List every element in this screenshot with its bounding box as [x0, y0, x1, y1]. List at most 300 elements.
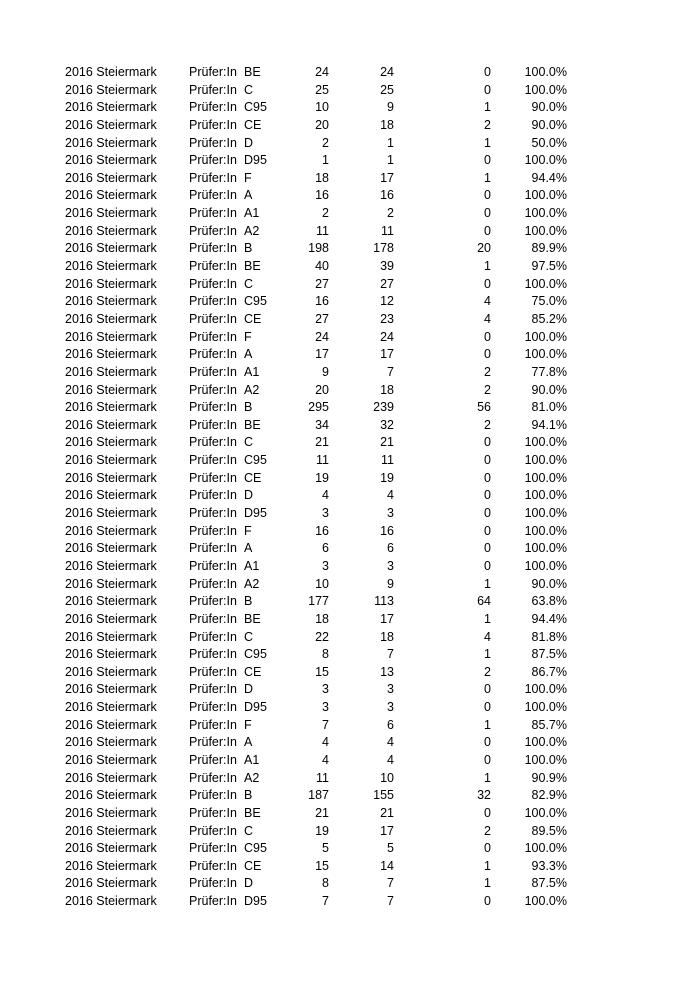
region-cell: 2016 Steiermark: [65, 347, 157, 362]
pass-rate-cell: 100.0%: [524, 523, 567, 538]
role-cell: Prüfer:In: [189, 876, 237, 891]
passed-count-cell: 24: [380, 329, 394, 344]
license-class-cell: A2: [244, 223, 260, 238]
passed-count-cell: 4: [387, 735, 394, 750]
license-class-cell: F: [244, 329, 252, 344]
region-cell: 2016 Steiermark: [65, 523, 157, 538]
license-class-cell: B: [244, 241, 253, 256]
region-cell: 2016 Steiermark: [65, 329, 157, 344]
table-row: [0, 823, 700, 841]
pass-rate-cell: 63.8%: [531, 594, 567, 609]
failed-count-cell: 20: [477, 241, 491, 256]
failed-count-cell: 0: [484, 700, 491, 715]
role-cell: Prüfer:In: [189, 823, 237, 838]
role-cell: Prüfer:In: [189, 770, 237, 785]
role-cell: Prüfer:In: [189, 700, 237, 715]
role-cell: Prüfer:In: [189, 523, 237, 538]
passed-count-cell: 7: [387, 364, 394, 379]
total-count-cell: 16: [315, 188, 329, 203]
table-row: [0, 382, 700, 400]
region-cell: 2016 Steiermark: [65, 488, 157, 503]
license-class-cell: A1: [244, 752, 260, 767]
role-cell: Prüfer:In: [189, 735, 237, 750]
total-count-cell: 40: [315, 259, 329, 274]
license-class-cell: F: [244, 523, 252, 538]
role-cell: Prüfer:In: [189, 435, 237, 450]
failed-count-cell: 0: [484, 82, 491, 97]
table-row: [0, 276, 700, 294]
table-row: [0, 487, 700, 505]
pass-rate-cell: 100.0%: [524, 841, 567, 856]
table-row: [0, 399, 700, 417]
region-cell: 2016 Steiermark: [65, 241, 157, 256]
passed-count-cell: 2: [387, 206, 394, 221]
total-count-cell: 21: [315, 805, 329, 820]
license-class-cell: B: [244, 594, 253, 609]
region-cell: 2016 Steiermark: [65, 506, 157, 521]
table-row: [0, 558, 700, 576]
table-row: [0, 840, 700, 858]
license-class-cell: A: [244, 541, 253, 556]
failed-count-cell: 1: [484, 858, 491, 873]
table-row: [0, 293, 700, 311]
license-class-cell: C: [244, 276, 254, 291]
pass-rate-cell: 81.0%: [531, 400, 567, 415]
total-count-cell: 11: [316, 770, 329, 785]
failed-count-cell: 0: [484, 453, 491, 468]
table-row: [0, 523, 700, 541]
table-row: [0, 170, 700, 188]
license-class-cell: D: [244, 682, 254, 697]
role-cell: Prüfer:In: [189, 470, 237, 485]
pass-rate-cell: 100.0%: [524, 65, 567, 79]
total-count-cell: 21: [315, 435, 329, 450]
license-class-cell: A: [244, 347, 253, 362]
role-cell: Prüfer:In: [189, 294, 237, 309]
pass-rate-cell: 100.0%: [524, 894, 567, 909]
total-count-cell: 187: [308, 788, 329, 803]
role-cell: Prüfer:In: [189, 594, 237, 609]
role-cell: Prüfer:In: [189, 576, 237, 591]
region-cell: 2016 Steiermark: [65, 735, 157, 750]
pass-rate-cell: 82.9%: [531, 788, 567, 803]
region-cell: 2016 Steiermark: [65, 417, 157, 432]
failed-count-cell: 1: [484, 770, 491, 785]
passed-count-cell: 17: [380, 170, 394, 185]
total-count-cell: 25: [315, 82, 329, 97]
license-class-cell: D: [244, 135, 254, 150]
total-count-cell: 2: [322, 135, 329, 150]
region-cell: 2016 Steiermark: [65, 364, 157, 379]
license-class-cell: A1: [244, 206, 260, 221]
role-cell: Prüfer:In: [189, 153, 237, 168]
table-row: [0, 717, 700, 735]
table-row: [0, 752, 700, 770]
failed-count-cell: 0: [484, 682, 491, 697]
region-cell: 2016 Steiermark: [65, 805, 157, 820]
total-count-cell: 19: [315, 823, 329, 838]
table-row: [0, 205, 700, 223]
region-cell: 2016 Steiermark: [65, 206, 157, 221]
table-row: [0, 681, 700, 699]
role-cell: Prüfer:In: [189, 805, 237, 820]
table-row: [0, 364, 700, 382]
region-cell: 2016 Steiermark: [65, 276, 157, 291]
region-cell: 2016 Steiermark: [65, 752, 157, 767]
passed-count-cell: 19: [380, 470, 394, 485]
table-row: [0, 311, 700, 329]
total-count-cell: 34: [315, 417, 329, 432]
table-row: [0, 135, 700, 153]
total-count-cell: 27: [315, 276, 329, 291]
role-cell: Prüfer:In: [189, 629, 237, 644]
role-cell: Prüfer:In: [189, 223, 237, 238]
failed-count-cell: 0: [484, 347, 491, 362]
region-cell: 2016 Steiermark: [65, 311, 157, 326]
passed-count-cell: 7: [387, 647, 394, 662]
pass-rate-cell: 94.1%: [531, 417, 567, 432]
pass-rate-cell: 100.0%: [524, 541, 567, 556]
role-cell: Prüfer:In: [189, 65, 237, 79]
region-cell: 2016 Steiermark: [65, 629, 157, 644]
failed-count-cell: 0: [484, 506, 491, 521]
pass-rate-cell: 87.5%: [531, 876, 567, 891]
total-count-cell: 18: [315, 170, 329, 185]
region-cell: 2016 Steiermark: [65, 647, 157, 662]
failed-count-cell: 2: [484, 823, 491, 838]
role-cell: Prüfer:In: [189, 611, 237, 626]
pass-rate-cell: 100.0%: [524, 329, 567, 344]
role-cell: Prüfer:In: [189, 717, 237, 732]
passed-count-cell: 16: [380, 188, 394, 203]
table-row: [0, 470, 700, 488]
role-cell: Prüfer:In: [189, 417, 237, 432]
pass-rate-cell: 100.0%: [524, 188, 567, 203]
region-cell: 2016 Steiermark: [65, 664, 157, 679]
pass-rate-cell: 94.4%: [531, 611, 567, 626]
role-cell: Prüfer:In: [189, 347, 237, 362]
license-class-cell: F: [244, 170, 252, 185]
license-class-cell: C95: [244, 453, 267, 468]
region-cell: 2016 Steiermark: [65, 259, 157, 274]
pass-rate-cell: 89.5%: [531, 823, 567, 838]
passed-count-cell: 32: [380, 417, 394, 432]
pass-rate-cell: 90.0%: [531, 117, 567, 132]
table-row: [0, 787, 700, 805]
license-class-cell: BE: [244, 805, 261, 820]
total-count-cell: 3: [322, 682, 329, 697]
total-count-cell: 7: [322, 894, 329, 909]
passed-count-cell: 239: [373, 400, 394, 415]
total-count-cell: 15: [315, 858, 329, 873]
passed-count-cell: 21: [380, 435, 394, 450]
passed-count-cell: 23: [380, 311, 394, 326]
failed-count-cell: 2: [484, 664, 491, 679]
role-cell: Prüfer:In: [189, 135, 237, 150]
role-cell: Prüfer:In: [189, 647, 237, 662]
failed-count-cell: 0: [484, 470, 491, 485]
total-count-cell: 4: [322, 752, 329, 767]
region-cell: 2016 Steiermark: [65, 117, 157, 132]
license-class-cell: B: [244, 400, 253, 415]
total-count-cell: 7: [322, 717, 329, 732]
region-cell: 2016 Steiermark: [65, 135, 157, 150]
region-cell: 2016 Steiermark: [65, 558, 157, 573]
role-cell: Prüfer:In: [189, 541, 237, 556]
passed-count-cell: 9: [387, 100, 394, 115]
role-cell: Prüfer:In: [189, 382, 237, 397]
failed-count-cell: 1: [484, 100, 491, 115]
pass-rate-cell: 86.7%: [531, 664, 567, 679]
total-count-cell: 11: [316, 453, 329, 468]
total-count-cell: 8: [322, 647, 329, 662]
region-cell: 2016 Steiermark: [65, 82, 157, 97]
role-cell: Prüfer:In: [189, 788, 237, 803]
table-row: [0, 152, 700, 170]
passed-count-cell: 18: [380, 382, 394, 397]
passed-count-cell: 5: [387, 841, 394, 856]
total-count-cell: 10: [315, 100, 329, 115]
license-class-cell: C95: [244, 294, 267, 309]
total-count-cell: 3: [322, 700, 329, 715]
passed-count-cell: 4: [387, 488, 394, 503]
pass-rate-cell: 90.0%: [531, 382, 567, 397]
role-cell: Prüfer:In: [189, 894, 237, 909]
table-row: [0, 223, 700, 241]
total-count-cell: 16: [315, 294, 329, 309]
pass-rate-cell: 90.0%: [531, 100, 567, 115]
license-class-cell: BE: [244, 611, 261, 626]
license-class-cell: BE: [244, 65, 261, 79]
failed-count-cell: 0: [484, 223, 491, 238]
total-count-cell: 11: [316, 223, 329, 238]
failed-count-cell: 1: [484, 611, 491, 626]
passed-count-cell: 3: [387, 506, 394, 521]
table-row: [0, 187, 700, 205]
failed-count-cell: 0: [484, 329, 491, 344]
pass-rate-cell: 93.3%: [531, 858, 567, 873]
passed-count-cell: 27: [380, 276, 394, 291]
total-count-cell: 16: [315, 523, 329, 538]
failed-count-cell: 1: [484, 135, 491, 150]
role-cell: Prüfer:In: [189, 206, 237, 221]
region-cell: 2016 Steiermark: [65, 717, 157, 732]
license-class-cell: C95: [244, 841, 267, 856]
failed-count-cell: 0: [484, 65, 491, 79]
pass-rate-cell: 100.0%: [524, 752, 567, 767]
region-cell: 2016 Steiermark: [65, 100, 157, 115]
total-count-cell: 3: [322, 506, 329, 521]
pass-rate-cell: 77.8%: [531, 364, 567, 379]
passed-count-cell: 11: [381, 223, 394, 238]
role-cell: Prüfer:In: [189, 241, 237, 256]
failed-count-cell: 2: [484, 417, 491, 432]
role-cell: Prüfer:In: [189, 276, 237, 291]
license-class-cell: D: [244, 488, 254, 503]
region-cell: 2016 Steiermark: [65, 170, 157, 185]
pass-rate-cell: 100.0%: [524, 506, 567, 521]
role-cell: Prüfer:In: [189, 259, 237, 274]
license-class-cell: A2: [244, 770, 260, 785]
table-row: [0, 875, 700, 893]
passed-count-cell: 9: [387, 576, 394, 591]
license-class-cell: CE: [244, 311, 262, 326]
pass-rate-cell: 100.0%: [524, 206, 567, 221]
role-cell: Prüfer:In: [189, 506, 237, 521]
passed-count-cell: 3: [387, 682, 394, 697]
pass-rate-cell: 100.0%: [524, 558, 567, 573]
table-row: [0, 117, 700, 135]
failed-count-cell: 0: [484, 558, 491, 573]
passed-count-cell: 1: [387, 135, 394, 150]
total-count-cell: 9: [322, 364, 329, 379]
license-class-cell: A2: [244, 576, 260, 591]
role-cell: Prüfer:In: [189, 329, 237, 344]
failed-count-cell: 0: [484, 894, 491, 909]
failed-count-cell: 4: [484, 311, 491, 326]
license-class-cell: D95: [244, 506, 267, 521]
region-cell: 2016 Steiermark: [65, 294, 157, 309]
total-count-cell: 198: [308, 241, 329, 256]
total-count-cell: 15: [315, 664, 329, 679]
region-cell: 2016 Steiermark: [65, 153, 157, 168]
passed-count-cell: 18: [380, 629, 394, 644]
failed-count-cell: 1: [484, 876, 491, 891]
passed-count-cell: 17: [380, 611, 394, 626]
passed-count-cell: 17: [380, 823, 394, 838]
pass-rate-cell: 100.0%: [524, 82, 567, 97]
role-cell: Prüfer:In: [189, 170, 237, 185]
failed-count-cell: 0: [484, 206, 491, 221]
region-cell: 2016 Steiermark: [65, 894, 157, 909]
passed-count-cell: 18: [380, 117, 394, 132]
license-class-cell: B: [244, 788, 253, 803]
table-row: [0, 858, 700, 876]
passed-count-cell: 178: [373, 241, 394, 256]
table-row: [0, 505, 700, 523]
role-cell: Prüfer:In: [189, 400, 237, 415]
passed-count-cell: 17: [380, 347, 394, 362]
role-cell: Prüfer:In: [189, 752, 237, 767]
total-count-cell: 5: [322, 841, 329, 856]
license-class-cell: C: [244, 435, 254, 450]
total-count-cell: 4: [322, 735, 329, 750]
total-count-cell: 24: [315, 329, 329, 344]
failed-count-cell: 0: [484, 435, 491, 450]
table-row: [0, 646, 700, 664]
passed-count-cell: 3: [387, 700, 394, 715]
total-count-cell: 18: [315, 611, 329, 626]
failed-count-cell: 0: [484, 153, 491, 168]
region-cell: 2016 Steiermark: [65, 223, 157, 238]
license-class-cell: D: [244, 876, 254, 891]
license-class-cell: C95: [244, 647, 267, 662]
pass-rate-cell: 100.0%: [524, 805, 567, 820]
license-class-cell: C: [244, 629, 254, 644]
total-count-cell: 295: [308, 400, 329, 415]
total-count-cell: 10: [315, 576, 329, 591]
table-row: [0, 99, 700, 117]
table-row: [0, 805, 700, 823]
passed-count-cell: 6: [387, 717, 394, 732]
table-row: [0, 240, 700, 258]
license-class-cell: D95: [244, 153, 267, 168]
role-cell: Prüfer:In: [189, 682, 237, 697]
license-class-cell: A1: [244, 558, 260, 573]
pass-rate-cell: 100.0%: [524, 435, 567, 450]
table-row: [0, 593, 700, 611]
table-row: [0, 699, 700, 717]
role-cell: Prüfer:In: [189, 488, 237, 503]
total-count-cell: 20: [315, 117, 329, 132]
pass-rate-cell: 81.8%: [531, 629, 567, 644]
table-row: [0, 452, 700, 470]
failed-count-cell: 0: [484, 188, 491, 203]
table-row: [0, 629, 700, 647]
region-cell: 2016 Steiermark: [65, 576, 157, 591]
total-count-cell: 17: [315, 347, 329, 362]
failed-count-cell: 64: [477, 594, 491, 609]
region-cell: 2016 Steiermark: [65, 823, 157, 838]
pass-rate-cell: 87.5%: [531, 647, 567, 662]
table-row: [0, 540, 700, 558]
license-class-cell: CE: [244, 117, 262, 132]
total-count-cell: 2: [322, 206, 329, 221]
pass-rate-cell: 97.5%: [531, 259, 567, 274]
table-row: [0, 64, 700, 82]
total-count-cell: 8: [322, 876, 329, 891]
passed-count-cell: 24: [380, 65, 394, 79]
failed-count-cell: 0: [484, 276, 491, 291]
region-cell: 2016 Steiermark: [65, 400, 157, 415]
region-cell: 2016 Steiermark: [65, 453, 157, 468]
pass-rate-cell: 50.0%: [531, 135, 567, 150]
pass-rate-cell: 100.0%: [524, 223, 567, 238]
total-count-cell: 20: [315, 382, 329, 397]
pass-rate-cell: 85.7%: [531, 717, 567, 732]
pass-rate-cell: 100.0%: [524, 153, 567, 168]
failed-count-cell: 1: [484, 717, 491, 732]
total-count-cell: 27: [315, 311, 329, 326]
failed-count-cell: 0: [484, 523, 491, 538]
region-cell: 2016 Steiermark: [65, 65, 157, 79]
pass-rate-cell: 89.9%: [531, 241, 567, 256]
table-row: [0, 82, 700, 100]
pass-rate-cell: 75.0%: [531, 294, 567, 309]
data-table: [0, 64, 700, 911]
table-row: [0, 576, 700, 594]
pass-rate-cell: 100.0%: [524, 700, 567, 715]
passed-count-cell: 11: [381, 453, 394, 468]
license-class-cell: A: [244, 188, 253, 203]
passed-count-cell: 16: [380, 523, 394, 538]
license-class-cell: D95: [244, 894, 267, 909]
license-class-cell: BE: [244, 259, 261, 274]
total-count-cell: 177: [308, 594, 329, 609]
passed-count-cell: 10: [380, 770, 394, 785]
passed-count-cell: 7: [387, 876, 394, 891]
failed-count-cell: 1: [484, 576, 491, 591]
failed-count-cell: 1: [484, 647, 491, 662]
role-cell: Prüfer:In: [189, 100, 237, 115]
region-cell: 2016 Steiermark: [65, 188, 157, 203]
passed-count-cell: 13: [380, 664, 394, 679]
total-count-cell: 3: [322, 558, 329, 573]
failed-count-cell: 1: [484, 170, 491, 185]
license-class-cell: CE: [244, 858, 262, 873]
pass-rate-cell: 90.0%: [531, 576, 567, 591]
region-cell: 2016 Steiermark: [65, 841, 157, 856]
